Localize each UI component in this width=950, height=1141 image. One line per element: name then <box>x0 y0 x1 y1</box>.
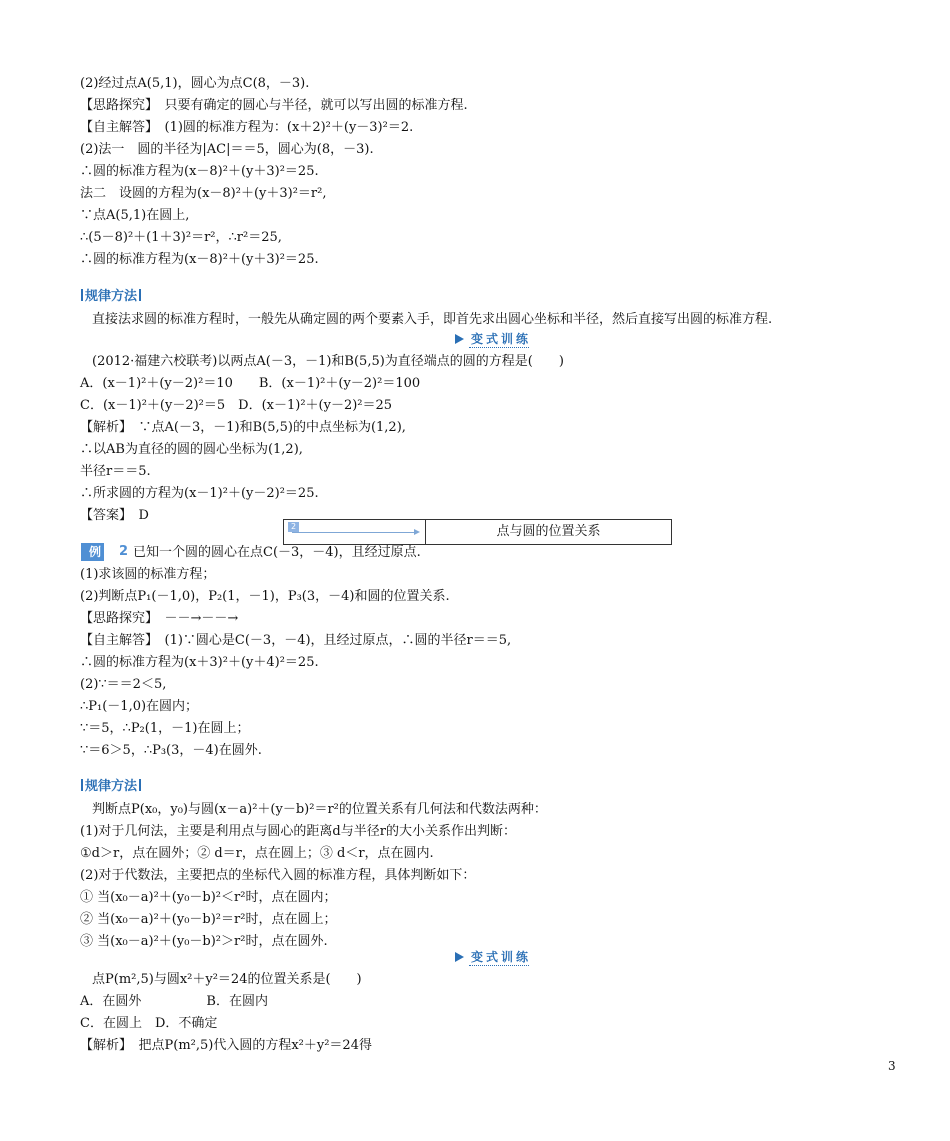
text-line: (1)求该圆的标准方程； <box>80 567 216 582</box>
method-heading: 规律方法 <box>79 288 143 306</box>
method-text: ① 当(x₀－a)²＋(y₀－b)²＜r²时，点在圆内； <box>80 890 337 905</box>
method-text: (2)对于代数法，主要把点的坐标代入圆的标准方程，具体判断如下： <box>80 868 476 883</box>
option-line: C．在圆上 D．不确定 <box>80 1016 218 1031</box>
text-line: (2)∵＝＝2＜5, <box>80 677 167 692</box>
section-title-box <box>283 519 672 545</box>
text-line: ∵＝5，∴P₂(1，－1)在圆上； <box>80 721 250 736</box>
bianshi-label: 变式训练 <box>455 949 531 965</box>
section-tag-area <box>284 520 426 544</box>
text-line: (2)判断点P₁(－1,0)，P₂(1，－1)，P₃(3，－4)和圆的位置关系. <box>80 589 450 604</box>
section-tag: 2 <box>288 522 299 532</box>
text-line: ∵＝6＞5，∴P₃(3，－4)在圆外. <box>80 743 262 758</box>
method-text: (1)对于几何法，主要是利用点与圆心的距离d与半径r的大小关系作出判断： <box>80 824 516 839</box>
method-text: 判断点P(x₀，y₀)与圆(x－a)²＋(y－b)²＝r²的位置关系有几何法和代数法两种： <box>92 802 547 817</box>
text-line: 【自主解答】 (1)∵圆心是C(－3，－4)，且经过原点，∴圆的半径r＝＝5, <box>80 633 512 648</box>
text-line: (2)经过点A(5,1)，圆心为点C(8，－3). <box>80 76 310 91</box>
text-line: 【思路探究】 只要有确定的圆心与半径，就可以写出圆的标准方程. <box>80 98 468 113</box>
text-line: ∴以AB为直径的圆的圆心坐标为(1,2), <box>80 442 303 457</box>
text-line: 【解析】 ∵点A(－3，－1)和B(5,5)的中点坐标为(1,2), <box>80 420 406 435</box>
text-line: 法二 设圆的方程为(x－8)²＋(y＋3)²＝r², <box>80 186 327 201</box>
method-text: ①d＞r，点在圆外；② d＝r，点在圆上；③ d＜r，点在圆内. <box>80 846 434 861</box>
text-line: ∴圆的标准方程为(x－8)²＋(y＋3)²＝25. <box>80 252 319 267</box>
option-line: C．(x－1)²＋(y－2)²＝5 D．(x－1)²＋(y－2)²＝25 <box>80 398 393 413</box>
text-line: ∴圆的标准方程为(x－8)²＋(y＋3)²＝25. <box>80 164 319 179</box>
option-line: A．(x－1)²＋(y－2)²＝10 B．(x－1)²＋(y－2)²＝100 <box>80 376 421 391</box>
method-text: 直接法求圆的标准方程时，一般先从确定圆的两个要素入手，即首先求出圆心坐标和半径，然后直接写出圆的标准方程. <box>92 312 773 327</box>
text-line: ∴圆的标准方程为(x＋3)²＋(y＋4)²＝25. <box>80 655 319 670</box>
example-badge <box>81 543 131 561</box>
text-line: 【思路探究】 －－→－－→ <box>80 611 239 626</box>
answer-line: 【答案】 D <box>80 508 149 523</box>
text-line: ∵点A(5,1)在圆上, <box>80 208 190 223</box>
text-line: ∴所求圆的方程为(x－1)²＋(y－2)²＝25. <box>80 486 319 501</box>
page-number: 3 <box>888 1059 896 1073</box>
method-text: ③ 当(x₀－a)²＋(y₀－b)²＞r²时，点在圆外. <box>80 934 328 949</box>
method-text: ② 当(x₀－a)²＋(y₀－b)²＝r²时，点在圆上； <box>80 912 337 927</box>
example-question: 已知一个圆的圆心在点C(－3，－4)，且经过原点. <box>133 545 421 560</box>
text-line: 半径r＝＝5. <box>80 464 151 479</box>
text-line: 【自主解答】 (1)圆的标准方程为：(x＋2)²＋(y－3)²＝2. <box>80 120 414 135</box>
example-number: 2 <box>119 544 129 559</box>
exercise-question: (2012·福建六校联考)以两点A(－3，－1)和B(5,5)为直径端点的圆的方程是( ) <box>92 354 564 369</box>
text-line: ∴(5－8)²＋(1＋3)²＝r²，∴r²＝25, <box>80 230 282 245</box>
section-title: 点与圆的位置关系 <box>496 524 601 539</box>
option-line: A．在圆外 B．在圆内 <box>80 994 268 1009</box>
text-line: (2)法一 圆的半径为|AC|＝＝5，圆心为(8，－3). <box>80 142 374 157</box>
example-label: 例 <box>81 543 104 561</box>
text-line: ∴P₁(－1,0)在圆内； <box>80 699 199 714</box>
bianshi-label: 变式训练 <box>455 331 531 347</box>
arrow-icon <box>292 532 418 533</box>
method-heading: 规律方法 <box>79 778 143 796</box>
exercise-question: 点P(m²,5)与圆x²＋y²＝24的位置关系是( ) <box>92 972 362 987</box>
text-line: 【解析】 把点P(m²,5)代入圆的方程x²＋y²＝24得 <box>80 1038 372 1053</box>
